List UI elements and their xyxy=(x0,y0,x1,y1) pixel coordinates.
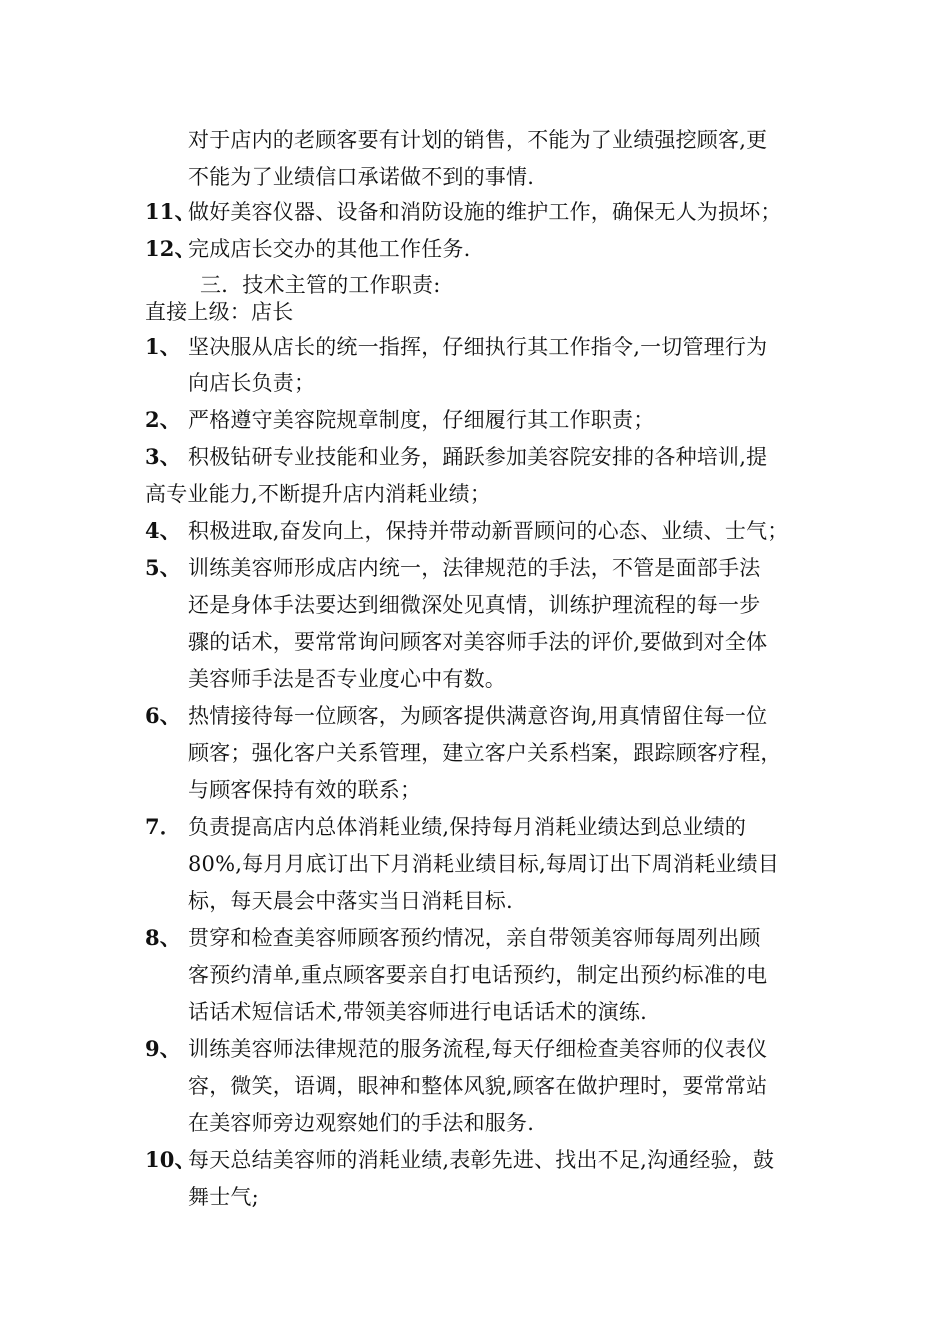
item-text: 顾客；强化客户关系管理，建立客户关系档案，跟踪顾客疗程， xyxy=(188,741,782,765)
item-text: 高专业能力,不断提升店内消耗业绩； xyxy=(145,482,492,506)
item-text: 训练美容师形成店内统一，法律规范的手法，不管是面部手法 xyxy=(188,556,761,580)
item-text: 客预约清单,重点顾客要亲自打电话预约，制定出预约标准的电 xyxy=(188,963,768,987)
item-text: 训练美容师法律规范的服务流程,每天仔细检查美容师的仪表仪 xyxy=(188,1037,768,1061)
item-text: 积极进取,奋发向上，保持并带动新晋顾问的心态、业绩、士气； xyxy=(188,519,789,543)
item-text: 完成店长交办的其他工作任务. xyxy=(188,237,471,261)
continued-text-line: 不能为了业绩信口承诺做不到的事情. xyxy=(188,165,535,189)
item-number: 3、 xyxy=(145,444,182,469)
item-text: 骤的话术，要常常询问顾客对美容师手法的评价,要做到对全体 xyxy=(188,630,768,654)
item-text: 与顾客保持有效的联系； xyxy=(188,778,422,802)
item-text: 向店长负责； xyxy=(188,371,316,395)
item-number: 10、 xyxy=(145,1147,196,1172)
item-text: 标，每天晨会中落实当日消耗目标. xyxy=(188,889,513,913)
item-text: 80%,每月月底订出下月消耗业绩目标,每周订出下周消耗业绩目 xyxy=(188,852,780,876)
item-text: 话话术短信话术,带领美容师进行电话话术的演练. xyxy=(188,1000,647,1024)
item-number: 9、 xyxy=(145,1036,182,1061)
item-number: 7． xyxy=(145,814,182,839)
item-text: 还是身体手法要达到细微深处见真情，训练护理流程的每一步 xyxy=(188,593,761,617)
item-number: 2、 xyxy=(145,407,182,432)
item-number: 12、 xyxy=(145,236,196,261)
item-number: 5、 xyxy=(145,555,182,580)
item-text: 热情接待每一位顾客，为顾客提供满意咨询,用真情留住每一位 xyxy=(188,704,768,728)
item-text: 每天总结美容师的消耗业绩,表彰先进、找出不足,沟通经验，鼓 xyxy=(188,1148,775,1172)
item-number: 1、 xyxy=(145,334,182,359)
item-text: 负责提高店内总体消耗业绩,保持每月消耗业绩达到总业绩的 xyxy=(188,815,747,839)
item-number: 8、 xyxy=(145,925,182,950)
item-text: 坚决服从店长的统一指挥，仔细执行其工作指令,一切管理行为 xyxy=(188,335,768,359)
item-text: 容，微笑，语调，眼神和整体风貌,顾客在做护理时，要常常站 xyxy=(188,1074,768,1098)
item-text: 美容师手法是否专业度心中有数。 xyxy=(188,667,506,691)
section-heading: 三．技术主管的工作职责: xyxy=(200,273,441,297)
continued-text-line: 对于店内的老顾客要有计划的销售，不能为了业绩强挖顾客,更 xyxy=(188,128,768,152)
item-number: 11、 xyxy=(145,199,196,224)
item-number: 6、 xyxy=(145,703,182,728)
item-text: 在美容师旁边观察她们的手法和服务. xyxy=(188,1111,535,1135)
item-text: 做好美容仪器、设备和消防设施的维护工作，确保无人为损坏； xyxy=(188,200,782,224)
item-text: 舞士气; xyxy=(188,1185,259,1209)
item-text: 严格遵守美容院规章制度，仔细履行其工作职责； xyxy=(188,408,655,432)
supervisor-line: 直接上级：店长 xyxy=(145,300,294,324)
item-number: 4、 xyxy=(145,518,182,543)
item-text: 贯穿和检查美容师顾客预约情况，亲自带领美容师每周列出顾 xyxy=(188,926,761,950)
item-text: 积极钻研专业技能和业务，踊跃参加美容院安排的各种培训,提 xyxy=(188,445,768,469)
